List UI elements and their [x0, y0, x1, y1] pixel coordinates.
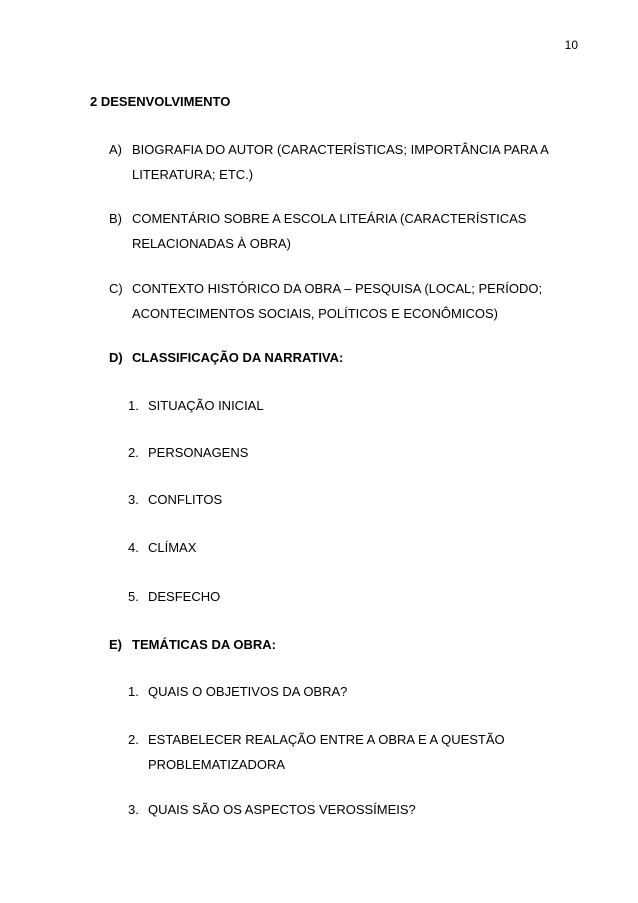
list-item-text: TEMÁTICAS DA OBRA:	[132, 637, 276, 652]
list-marker: E)	[109, 637, 122, 652]
list-item-text: CONTEXTO HISTÓRICO DA OBRA – PESQUISA (LOCAL; PERÍODO; ACONTECIMENTOS SOCIAIS, POLÍTICOS E ECONÔMICOS)	[132, 281, 543, 321]
sub-marker: 3.	[128, 802, 139, 817]
page-number: 10	[564, 38, 578, 52]
sub-item-text: QUAIS O OBJETIVOS DA OBRA?	[148, 684, 348, 699]
narrative-subitem-4	[128, 535, 528, 560]
list-item-c	[109, 276, 562, 326]
narrative-subitem-5	[128, 584, 528, 609]
list-item-text: COMENTÁRIO SOBRE A ESCOLA LITEÁRIA (CARACTERÍSTICAS RELACIONADAS À OBRA)	[132, 211, 527, 251]
list-marker: D)	[109, 350, 123, 365]
sub-marker: 1.	[128, 398, 139, 413]
theme-subitem-3	[128, 797, 528, 822]
list-item-text: BIOGRAFIA DO AUTOR (CARACTERÍSTICAS; IMPORTÂNCIA PARA A LITERATURA; ETC.)	[132, 142, 549, 182]
list-item-e	[109, 632, 562, 657]
theme-subitem-1	[128, 679, 528, 704]
list-marker: C)	[109, 281, 123, 296]
sub-marker: 4.	[128, 540, 139, 555]
sub-marker: 3.	[128, 492, 139, 507]
sub-marker: 1.	[128, 684, 139, 699]
sub-marker: 2.	[128, 445, 139, 460]
sub-item-text: QUAIS SÃO OS ASPECTOS VEROSSÍMEIS?	[148, 802, 416, 817]
sub-item-text: PERSONAGENS	[148, 445, 249, 460]
narrative-subitem-2	[128, 440, 528, 465]
list-item-a	[109, 137, 562, 187]
sub-item-text: DESFECHO	[148, 589, 221, 604]
sub-marker: 5.	[128, 589, 139, 604]
list-item-text: CLASSIFICAÇÃO DA NARRATIVA:	[132, 350, 344, 365]
section-title: 2 DESENVOLVIMENTO	[90, 94, 231, 109]
sub-marker: 2.	[128, 732, 139, 747]
narrative-subitem-1	[128, 393, 528, 418]
sub-item-text: CLÍMAX	[148, 540, 197, 555]
sub-item-text: CONFLITOS	[148, 492, 223, 507]
list-item-d	[109, 345, 562, 370]
sub-item-text: SITUAÇÃO INICIAL	[148, 398, 264, 413]
narrative-subitem-3	[128, 487, 528, 512]
list-item-b	[109, 206, 562, 256]
list-marker: B)	[109, 211, 122, 226]
theme-subitem-2	[128, 727, 528, 777]
list-marker: A)	[109, 142, 122, 157]
sub-item-text: ESTABELECER REALAÇÃO ENTRE A OBRA E A QUESTÃO PROBLEMATIZADORA	[148, 732, 505, 772]
